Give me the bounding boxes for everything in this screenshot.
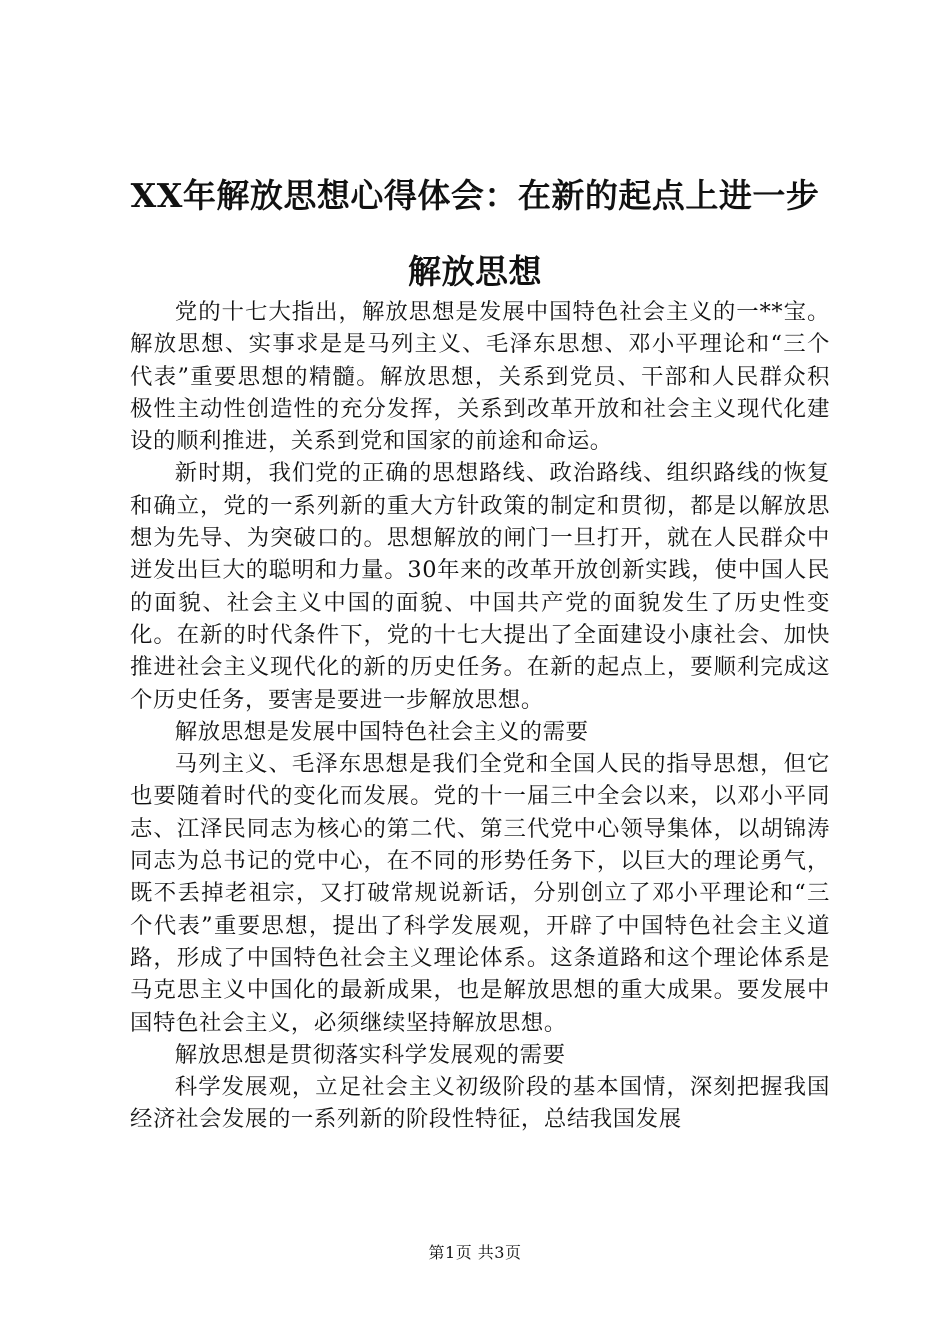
- document-title: XX年解放思想心得体会：在新的起点上进一步解放思想: [130, 176, 820, 291]
- section-heading-2: 解放思想是贯彻落实科学发展观的需要: [174, 1041, 566, 1068]
- paragraph-1: 党的十七大指出，解放思想是发展中国特色社会主义的一**宝。解放思想、实事求是是马列主义、毛泽东思想、邓小平理论和“三个代表”重要思想的精髓。解放思想，关系到党员、干部和人民群众积极性主动性创造性的充分发挥，关系到改革开放和社会主义现代化建设的顺利推进，关系到党和国家的前途和命运。: [130, 299, 830, 455]
- paragraph-4: 科学发展观，立足社会主义初级阶段的基本国情，深刻把握我国经济社会发展的一系列新的阶段性特征，总结我国发展: [130, 1074, 830, 1133]
- section-heading-1: 解放思想是发展中国特色社会主义的需要: [174, 718, 589, 745]
- page-footer: 第1页 共3页: [428, 1243, 522, 1262]
- paragraph-3: 马列主义、毛泽东思想是我们全党和全国人民的指导思想，但它也要随着时代的变化而发展。党的十一届三中全会以来，以邓小平同志、江泽民同志为核心的第二代、第三代党中心领导集体，以胡锦涛同志为总书记的党中心，在不同的形势任务下，以巨大的理论勇气，既不丢掉老祖宗，又打破常规说新话，分别创立了邓小平理论和“三个代表”重要思想，提出了科学发展观，开辟了中国特色社会主义道路，形成了中国特色社会主义理论体系。这条道路和这个理论体系是马克思主义中国化的最新成果，也是解放思想的重大成果。要发展中国特色社会主义，必须继续坚持解放思想。: [130, 751, 830, 1036]
- document-body: [130, 296, 830, 1136]
- paragraph-2: 新时期，我们党的正确的思想路线、政治路线、组织路线的恢复和确立，党的一系列新的重大方针政策的制定和贯彻，都是以解放思想为先导、为突破口的。思想解放的闸门一旦打开，就在人民群众中迸发出巨大的聪明和力量。30年来的改革开放创新实践，使中国人民的面貌、社会主义中国的面貌、中国共产党的面貌发生了历史性变化。在新的时代条件下，党的十七大提出了全面建设小康社会、加快推进社会主义现代化的新的历史任务。在新的起点上，要顺利完成这个历史任务，要害是要进一步解放思想。: [130, 460, 830, 713]
